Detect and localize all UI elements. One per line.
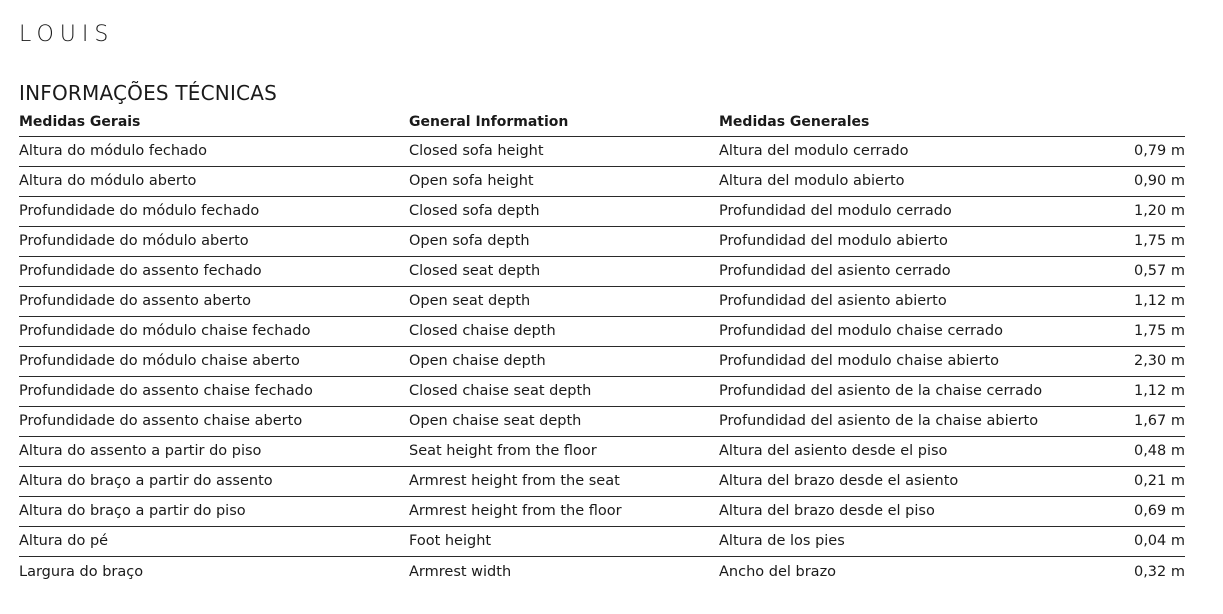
header-portuguese: Medidas Gerais (19, 114, 141, 130)
cell-portuguese: Altura do assento a partir do piso (19, 443, 262, 459)
table-row (19, 347, 1185, 377)
cell-spanish: Profundidad del asiento de la chaise cerrado (719, 383, 1043, 399)
cell-portuguese: Altura do módulo fechado (19, 143, 208, 159)
cell-english: Open chaise seat depth (409, 413, 582, 429)
cell-value: 2,30 m (1133, 353, 1185, 369)
cell-value: 1,12 m (1133, 293, 1185, 309)
cell-english: Open sofa depth (409, 233, 530, 249)
table-row (19, 527, 1185, 557)
cell-spanish: Profundidad del asiento de la chaise abierto (719, 413, 1039, 429)
cell-portuguese: Altura do módulo aberto (19, 173, 197, 189)
cell-spanish: Altura de los pies (719, 533, 845, 549)
cell-spanish: Altura del brazo desde el asiento (719, 473, 959, 489)
table-row (19, 557, 1185, 587)
header-english: General Information (409, 114, 569, 130)
cell-value: 0,48 m (1133, 443, 1185, 459)
cell-value: 1,75 m (1133, 233, 1185, 249)
cell-portuguese: Profundidade do módulo chaise aberto (19, 353, 300, 369)
cell-portuguese: Profundidade do assento aberto (19, 293, 252, 309)
cell-portuguese: Profundidade do assento fechado (19, 263, 262, 279)
cell-value: 1,75 m (1133, 323, 1185, 339)
cell-english: Armrest width (409, 564, 512, 580)
header-spanish: Medidas Generales (719, 114, 870, 130)
cell-portuguese: Largura do braço (19, 564, 144, 580)
cell-spanish: Profundidad del modulo chaise cerrado (719, 323, 1003, 339)
cell-portuguese: Profundidade do módulo fechado (19, 203, 260, 219)
table-header-row (19, 108, 1185, 137)
cell-english: Armrest height from the seat (409, 473, 620, 489)
cell-spanish: Profundidad del modulo abierto (719, 233, 948, 249)
cell-english: Closed chaise depth (409, 323, 556, 339)
cell-value: 0,57 m (1133, 263, 1185, 279)
cell-english: Open seat depth (409, 293, 531, 309)
cell-value: 0,90 m (1133, 173, 1185, 189)
cell-portuguese: Profundidade do módulo chaise fechado (19, 323, 311, 339)
table-row (19, 437, 1185, 467)
table-row (19, 377, 1185, 407)
table-row (19, 137, 1185, 167)
table-row (19, 407, 1185, 437)
cell-portuguese: Altura do braço a partir do piso (19, 503, 246, 519)
table-row (19, 167, 1185, 197)
cell-spanish: Altura del modulo cerrado (719, 143, 909, 159)
cell-english: Open chaise depth (409, 353, 546, 369)
cell-spanish: Altura del modulo abierto (719, 173, 905, 189)
cell-value: 0,21 m (1133, 473, 1185, 489)
cell-portuguese: Profundidade do módulo aberto (19, 233, 249, 249)
cell-english: Closed seat depth (409, 263, 541, 279)
brand-title: LOUIS (19, 22, 115, 47)
cell-spanish: Profundidad del asiento abierto (719, 293, 947, 309)
table-body (19, 137, 1185, 587)
table-row (19, 467, 1185, 497)
cell-spanish: Ancho del brazo (719, 564, 837, 580)
cell-english: Closed sofa depth (409, 203, 540, 219)
cell-english: Closed chaise seat depth (409, 383, 592, 399)
cell-english: Closed sofa height (409, 143, 544, 159)
cell-value: 0,69 m (1133, 503, 1185, 519)
table-row (19, 317, 1185, 347)
cell-portuguese: Altura do pé (19, 533, 109, 549)
table-row (19, 257, 1185, 287)
cell-value: 0,32 m (1133, 564, 1185, 580)
cell-value: 0,79 m (1133, 143, 1185, 159)
table-row (19, 227, 1185, 257)
cell-value: 1,67 m (1133, 413, 1185, 429)
section-title: INFORMAÇÕES TÉCNICAS (19, 81, 278, 105)
table-row (19, 287, 1185, 317)
cell-spanish: Altura del asiento desde el piso (719, 443, 948, 459)
cell-english: Open sofa height (409, 173, 534, 189)
table-row (19, 197, 1185, 227)
cell-portuguese: Profundidade do assento chaise aberto (19, 413, 303, 429)
cell-portuguese: Profundidade do assento chaise fechado (19, 383, 313, 399)
cell-english: Seat height from the floor (409, 443, 597, 459)
cell-english: Armrest height from the floor (409, 503, 622, 519)
specs-table (19, 108, 1185, 587)
cell-value: 0,04 m (1133, 533, 1185, 549)
cell-english: Foot height (409, 533, 492, 549)
cell-spanish: Altura del brazo desde el piso (719, 503, 935, 519)
table-row (19, 497, 1185, 527)
cell-value: 1,20 m (1133, 203, 1185, 219)
cell-spanish: Profundidad del modulo cerrado (719, 203, 952, 219)
cell-spanish: Profundidad del asiento cerrado (719, 263, 951, 279)
cell-portuguese: Altura do braço a partir do assento (19, 473, 273, 489)
cell-value: 1,12 m (1133, 383, 1185, 399)
cell-spanish: Profundidad del modulo chaise abierto (719, 353, 1000, 369)
